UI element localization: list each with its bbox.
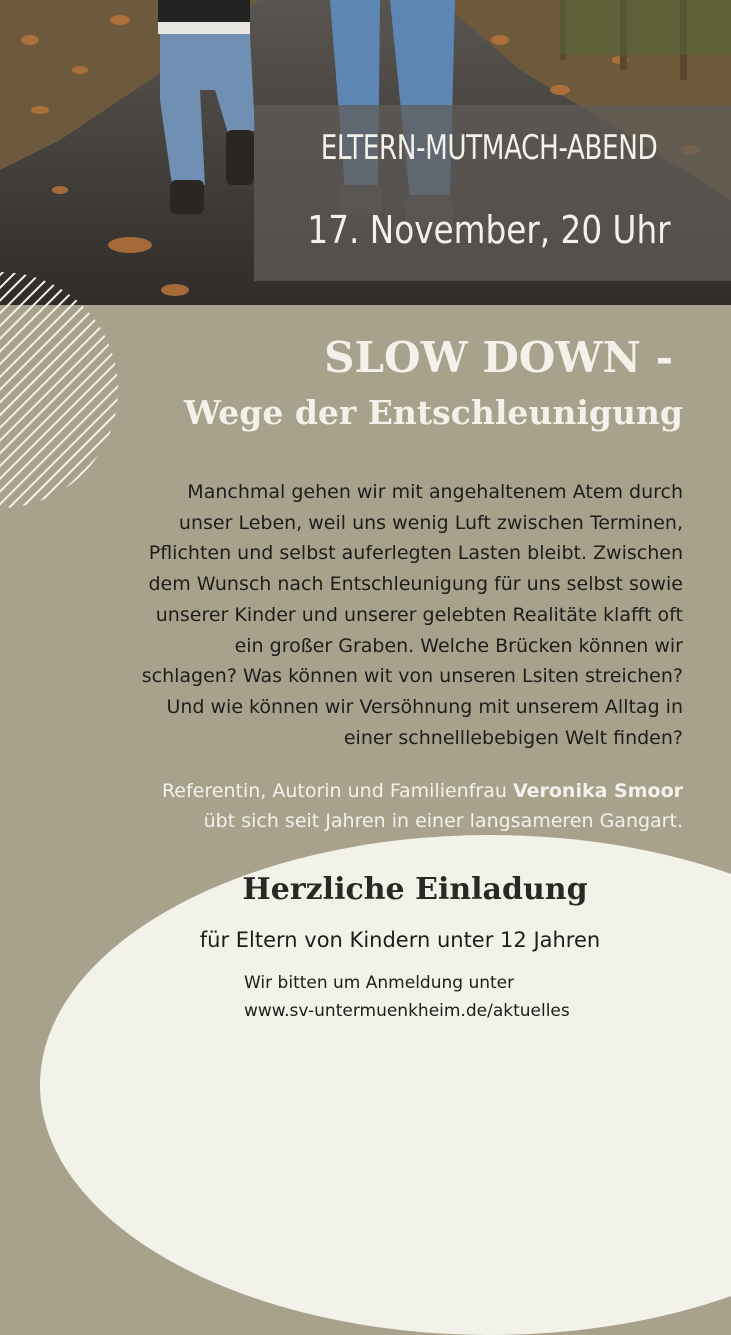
description-line: Und wie können wir Versöhnung mit unserem Alltag in — [166, 695, 683, 718]
speaker-line-1 — [43, 776, 683, 806]
registration-text: Wir bitten um Anmeldung unter — [244, 973, 515, 993]
striped-half-circle-icon — [0, 270, 120, 510]
description-line: schlagen? Was können wit von unseren Lsiten streichen? — [141, 665, 683, 688]
event-date: 17. November, 20 Uhr — [307, 208, 671, 252]
registration-info — [244, 969, 570, 1025]
description-line: ein großer Graben. Welche Brücken können wir — [234, 634, 683, 657]
description-line: unserer Kinder und unserer gelebten Realitäte klafft oft — [155, 603, 683, 626]
description-line: Pflichten und selbst auferlegten Lasten bleibt. Zwischen — [148, 542, 683, 565]
registration-url[interactable]: www.sv-untermuenkheim.de/aktuelles — [244, 1001, 570, 1021]
description-line: dem Wunsch nach Entschleunigung für uns selbst sowie — [148, 573, 683, 596]
speaker-line-2: übt sich seit Jahren in einer langsameren Gangart. — [203, 810, 683, 832]
description-line: Manchmal gehen wir mit angehaltenem Atem durch — [187, 481, 683, 503]
invitation-heading: Herzliche Einladung — [242, 872, 588, 907]
description-line: einer schnelllebebigen Welt finden? — [343, 726, 683, 749]
description — [43, 477, 683, 753]
invitation-arc — [40, 835, 731, 1335]
speaker-name: Veronika Smoor — [512, 780, 683, 802]
event-title: ELTERN-MUTMACH-ABEND — [320, 128, 658, 168]
speaker-intro: Referentin, Autorin und Familienfrau — [161, 780, 513, 802]
speaker-info — [43, 776, 683, 836]
audience-text: für Eltern von Kindern unter 12 Jahren — [199, 928, 601, 952]
subheadline: Wege der Entschleunigung — [183, 393, 683, 432]
description-line: unser Leben, weil uns wenig Luft zwischen Terminen, — [178, 511, 683, 534]
headline: SLOW DOWN - — [324, 333, 673, 382]
